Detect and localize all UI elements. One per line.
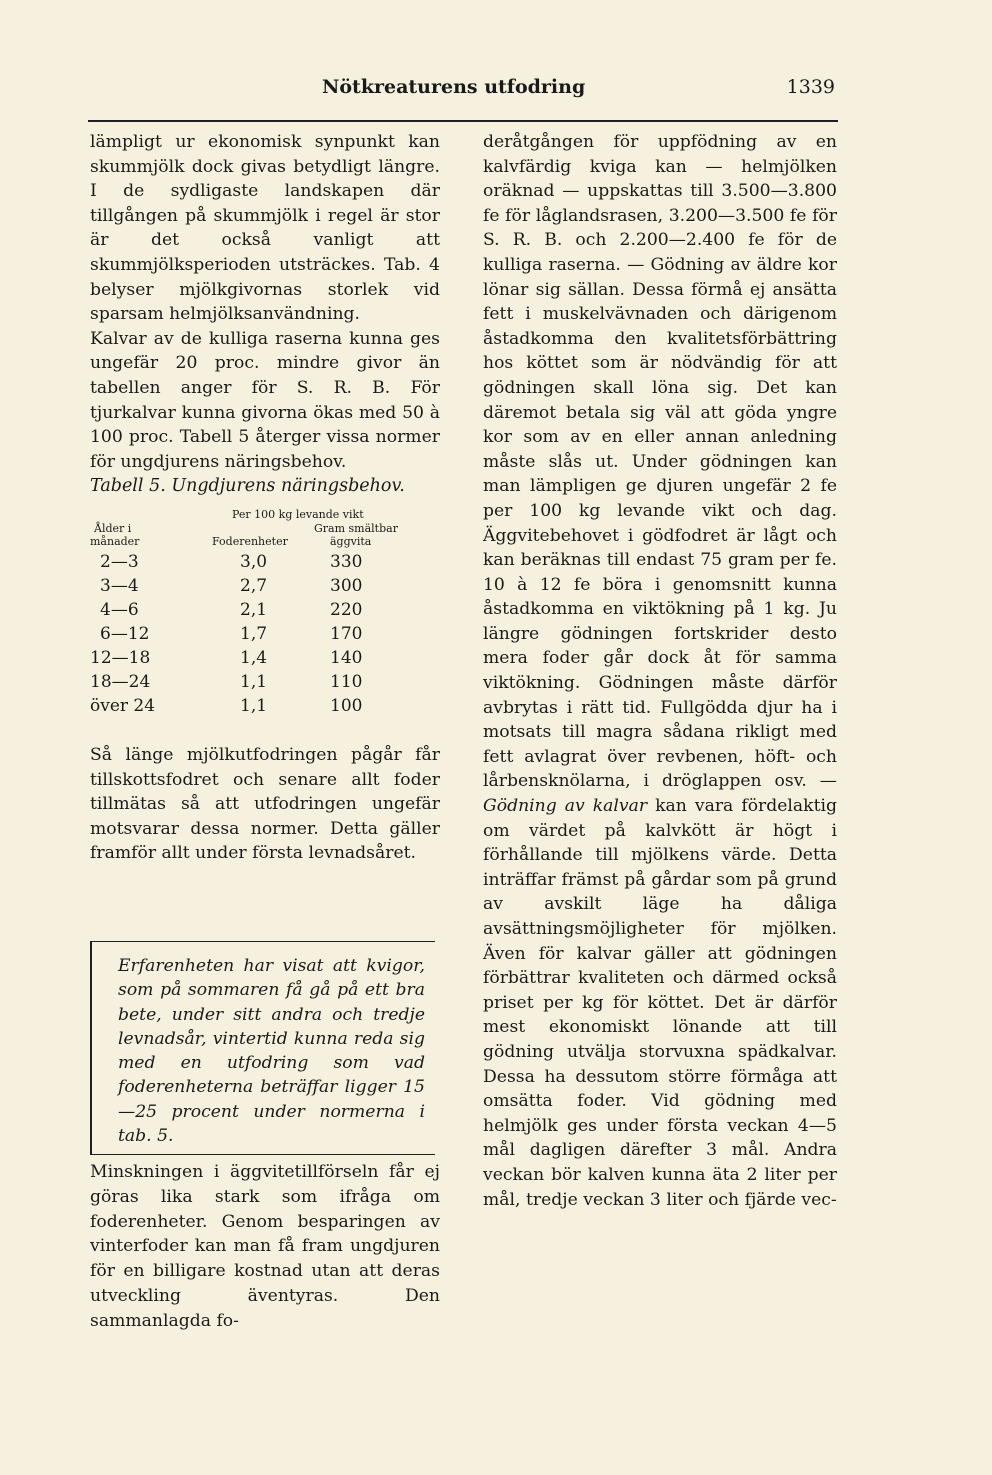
table-header-age-2: månader — [90, 534, 140, 548]
header-rule — [88, 120, 838, 122]
cell-fe: 2,7 — [240, 575, 268, 596]
table-header-protein-1: Gram smältbar — [314, 521, 398, 535]
cell-fe: 3,0 — [240, 551, 268, 572]
paragraph-4 — [90, 1160, 440, 1334]
cell-protein: 140 — [330, 647, 363, 668]
cell-age: 12—18 — [90, 647, 151, 668]
running-header — [90, 76, 835, 106]
table-header-protein-2: äggvita — [330, 534, 372, 548]
cell-protein: 220 — [330, 599, 363, 620]
cell-age: 18—24 — [90, 671, 151, 692]
table-group-header: Per 100 kg levande vikt — [232, 507, 364, 521]
right-text-a: deråtgången för uppfödning av en kalvfärdig kviga kan — helmjölken oräknad — uppskattas till 3.500—3.800 fe för låglandsrasen, 3.200—3.500 fe för S. R. B. och 2.200—2.400 fe för de kulliga raserna. — Gödning av äldre kor lönar sig sällan. Dessa förmå ej ansätta fett i muskelvävnaden och därigenom åstadkomma den kvalitetsförbättring hos köttet som är nödvändig för att gödningen skall löna sig. Det kan däremot betala sig väl att göda yngre kor som av en eller annan anledning måste slås ut. Under gödningen kan man lämpligen ge djuren ungefär 2 fe per 100 kg levande vikt och dag. Äggvitebehovet i gödfodret är lågt och kan beräknas till endast 75 gram per fe. 10 à 12 fe böra i genomsnitt kunna åstadkomma en viktökning på 1 kg. Ju längre gödningen fortskrider desto mera foder går dock åt för samma viktökning. Gödningen måste därför avbrytas i rätt tid. Fullgödda djur ha i motsats till magra sådana rikligt med fett avlagrat över revbenen, höft- och lårbensknölarna, i dröglappen osv. — — [483, 132, 837, 792]
cell-age: 4—6 — [100, 599, 139, 620]
cell-fe: 1,1 — [240, 671, 268, 692]
cell-protein: 100 — [330, 695, 363, 716]
cell-fe: 2,1 — [240, 599, 268, 620]
running-title: Nötkreaturens utfodring — [322, 76, 586, 98]
cell-fe: 1,1 — [240, 695, 268, 716]
right-column — [483, 130, 837, 1212]
right-text — [483, 130, 837, 1212]
paragraph-3: Så länge mjölkutfodringen pågår får tillskottsfodret och senare allt foder tillmätas så att utfodringen ungefär motsvarar dessa normer. Detta gäller framför allt under första levnadsåret. — [90, 744, 440, 864]
paragraph-4-text: Minskningen i äggvitetillförseln får ej göras lika stark som ifråga om foderenheter. Genom besparingen av vinterfoder kan man få fram ungdjuren för en billigare kostnad utan att deras utveckling äventyras. Den sammanlagda fo- — [90, 1162, 440, 1331]
cell-protein: 330 — [330, 551, 363, 572]
paragraph-1: lämpligt ur ekonomisk synpunkt kan skummjölk dock givas betydligt längre. I de sydligaste landskapen där tillgången på skummjölk i regel är stor är det också vanligt att skummjölksperioden utsträckes. Tab. 4 belyser mjölkgivornas storlek vid sparsam helmjölksanvändning. — [90, 132, 440, 325]
page-number: 1339 — [786, 76, 835, 98]
boxed-note — [90, 941, 435, 1155]
left-column — [90, 130, 440, 866]
cell-protein: 170 — [330, 623, 363, 644]
cell-fe: 1,7 — [240, 623, 268, 644]
boxed-note-text: Erfarenheten har visat att kvigor, som på sommaren få gå på ett bra bete, under sitt andra och tredje levnadsår, vintertid kunna reda sig med en utfodring som vad foderenheterna beträffar ligger 15—25 procent under normerna i tab. 5. — [118, 956, 425, 1147]
cell-age: 6—12 — [100, 623, 150, 644]
nutrition-table — [90, 503, 440, 735]
italic-phrase: Gödning av kalvar — [483, 796, 648, 817]
table-header-fe: Foderenheter — [212, 534, 288, 548]
right-text-b: kan vara fördelaktig om värdet på kalvkött är högt i förhållande till mjölkens värde. Detta inträffar främst på gårdar som på grund av avskilt läge ha dåliga avsättningsmöjligheter för mjölken. Även för kalvar gäller att gödningen förbättrar kvaliteten och därmed också priset per kg för köttet. Det är därför mest ekonomiskt lönande att till gödning utvälja storvuxna spädkalvar. Dessa ha dessutom större förmåga att omsätta foder. Vid gödning med helmjölk ges under första veckan 4—5 mål dagligen därefter 3 mål. Andra veckan bör kalven kunna äta 2 liter per mål, tredje veckan 3 liter och fjärde vec- — [483, 796, 837, 1210]
cell-age: 2—3 — [100, 551, 139, 572]
cell-age: 3—4 — [100, 575, 139, 596]
cell-protein: 300 — [330, 575, 363, 596]
table-header-age-1: Ålder i — [94, 521, 132, 535]
cell-fe: 1,4 — [240, 647, 268, 668]
paragraph-2: Kalvar av de kulliga raserna kunna ges ungefär 20 proc. mindre givor än tabellen anger för S. R. B. För tjurkalvar kunna givorna ökas med 50 à 100 proc. Tabell 5 återger vissa normer för ungdjurens näringsbehov. — [90, 328, 440, 472]
cell-protein: 110 — [330, 671, 363, 692]
cell-age: över 24 — [90, 695, 156, 716]
table-caption: Tabell 5. Ungdjurens näringsbehov. — [90, 476, 405, 497]
